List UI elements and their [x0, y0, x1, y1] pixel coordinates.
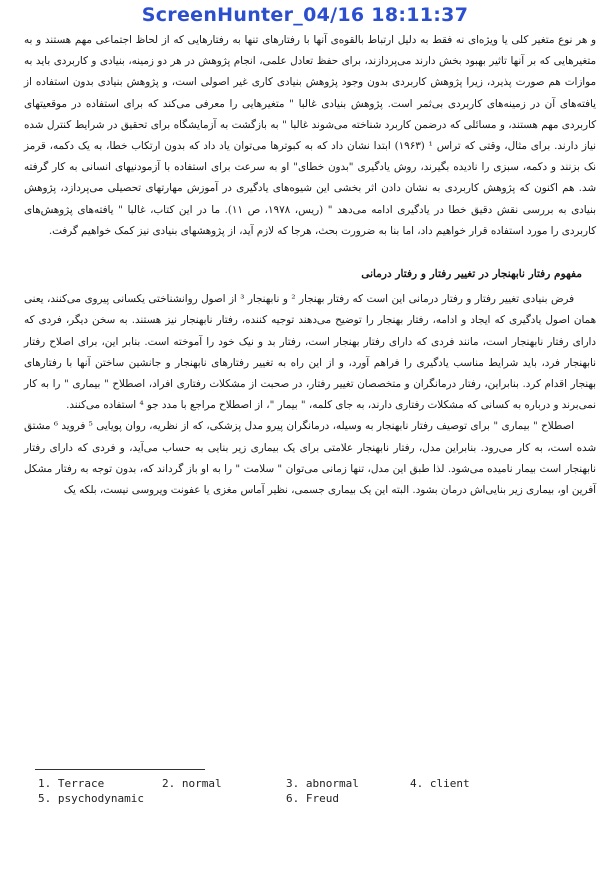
- footnote-6: 6. Freud: [286, 792, 339, 805]
- section-paragraph-2: اصطلاح " بیماری " برای توصیف رفتار نابهنجار به وسیله، درمانگران پیرو مدل پزشکی، که از نظریه، روان پویایی ⁵ فروید ⁶ مشتق شده است، به کار می‌رود. بنابراین مدل، رفتار نابهنجار علامتی برای یک بیماری زیر بنایی به حساب می‌آید، و فردی که دارای رفتار نابهنجار است بیمار نامیده می‌شود. لذا طبق این مدل، تنها زمانی می‌توان " سلامت " را به او باز گرداند که، بدون توجه به رفتار مشکل آفرین او، بیماری زیر بنایی‌اش درمان بشود. البته این یک بیماری جسمی، نظیر آماس مغزی یا عفونت ویروسی نیست، بلکه یک: [24, 420, 596, 497]
- section-heading: مفهوم رفتار نابهنجار در تغییر رفتار و رفتار درمانی: [361, 268, 582, 281]
- footnote-4: 4. client: [410, 777, 470, 790]
- intro-paragraph: و هر نوع متغیر کلی یا ویژه‌ای نه فقط به دلیل ارتباط بالقوه‌ی آنها با رفتارهای تنها به رفتارهایی که از لحاظ اجتماعی مهم هستند و به متغیرهایی که بر آنها تاثیر بهبود بخش دارند می‌پردازند، برای حفظ تعادل علمی، انجام پژوهش در هر دو زمینه، بنیادی و کاربردی باید به موازات هم صورت پذیرد، زیرا پژوهش کاربردی بدون وجود پژوهش بنیادی کاری غیر اصولی است، و پژوهش بنیادی بدون استفاده از یافته‌های آن در زمینه‌های کاربردی بی‌ثمر است. پژوهش بنیادی غالبا " متغیرهایی را معرفی می‌کند که برای استفاده در موقعیتهای کاربردی مهم هستند، و مسائلی که درضمن کاربرد شناخته می‌شوند غالبا " به بازگشت به آزمایشگاه برای تحقیق در شرایط کنترل شده نیاز دارند. برای مثال، وقتی که تراس ¹ (۱۹۶۳) ابتدا نشان داد که به کبوترها می‌توان یاد داد که بدون ارتکاب خطا، به یک دکمه، قرمز نک بزنند و دکمه، سبزی را نادیده بگیرند، روش یادگیری "بدون خطای" او به سرعت برای استفاده با آزمودنیهای انسانی به کار گرفته شد. هم اکنون که پژوهش کاربردی به نشان دادن اثر بخشی این شیوه‌های یادگیری در آموزش مهارتهای تحصیلی می‌پردازد، پژوهش بنیادی به بررسی نقش دقیق خطا در یادگیری ادامه می‌دهد " (ریس، ۱۹۷۸، ص ۱۱). ما در این کتاب، غالبا " یافته‌های پژوهش‌های کاربردی را مورد استفاده قرار خواهیم داد، اما بنا به ضرورت بحث، هرجا که لازم آید، از پژوهشهای بنیادی نیز کمک خواهیم گرفت.: [24, 34, 597, 237]
- document-page: [24, 30, 596, 805]
- footnote-divider: [35, 769, 205, 770]
- footnote-3: 3. abnormal: [286, 777, 359, 790]
- section-gap: [24, 242, 596, 264]
- footnote-1: 1. Terrace: [38, 777, 105, 790]
- footnote-5: 5. psychodynamic: [38, 792, 144, 805]
- footnote-row: [38, 776, 558, 791]
- footnote-row: [38, 791, 558, 806]
- footnote-2: 2. normal: [162, 777, 222, 790]
- section-paragraph-1: فرض بنیادی تغییر رفتار و رفتار درمانی این است که رفتار بهنجار ² و نابهنجار ³ از اصول روانشناختی یکسانی پیروی می‌کنند، یعنی همان اصول یادگیری که ایجاد و ادامه، رفتار بهنجار را توضیح می‌دهند توجیه کننده، رفتار نابهنجار نیز هستند. به سخن دیگر، فردی که دارای رفتار نابهنجار است، مانند فردی که دارای رفتار بهنجار است، رفتار بد و نیک خود را آموخته است. بنابر این، برای اصلاح رفتار نابهنجار فرد، باید شرایط مناسب یادگیری را فراهم آورد، و از این راه به تغییر رفتارهای نابهنجار و جانشین ساختن آنها با رفتارهای بهنجار اقدام کرد. بنابراین، رفتار درمانگران و متخصصان تغییر رفتار، در صحبت از مشکلات رفتاری افراد، اصطلاح " بیماری " را به کار نمی‌برند و درباره به کسانی که مشکلات رفتاری دارند، به جای کلمه، " بیمار "، از اصطلاح مراجع با مدد جو ⁴ استفاده می‌کنند.: [24, 293, 596, 412]
- footnote-spacer: [162, 791, 286, 806]
- screenhunter-watermark: ScreenHunter_04/16 18:11:37: [141, 4, 469, 26]
- footnotes: [38, 776, 558, 806]
